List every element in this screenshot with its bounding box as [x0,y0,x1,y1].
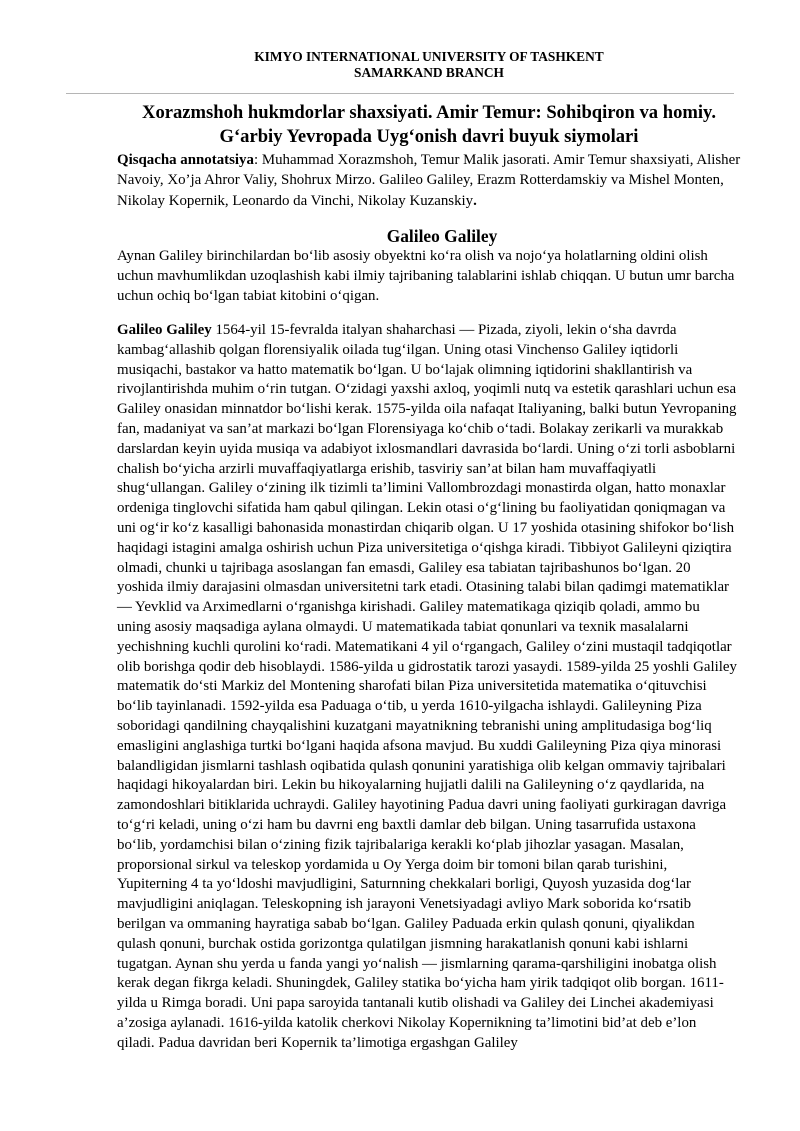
institution-name: KIMYO INTERNATIONAL UNIVERSITY OF TASHKENT [254,49,604,64]
title-line-1: Xorazmshoh hukmdorlar shaxsiyati. Amir Temur: Sohibqiron va homiy. [142,102,716,123]
title-line-2: G‘arbiy Yevropada Uyg‘onish davri buyuk siymolari [219,126,639,147]
annotation-paragraph [117,150,757,211]
main-paragraph-text: 1564-yil 15-fevralda italyan shaharchasi — Pizada, ziyoli, lekin o‘sha davrda kambag‘allashib qolgan florensiyalik oilada tug‘ilgan. Uning otasi Vinchenso Galiley iqtidorli musiqachi, bastakor va hatto matematik bo‘lgan. U bo‘lajak olimning iqtidorini shakllantirish va rivojlantirishda muhim o‘rin tutgan. O‘zidagi yaxshi axloq, yoqimli nutq va estetik qarashlari uchun esa Galiley onasidan minnatdor bo‘lishi kerak. 1575-yilda oila nafaqat Italiyaning, balki butun Yevropaning fan, madaniyat va san’at markazi bo‘lgan Florensiyaga ko‘chib o‘tadi. Bolakay zerikarli va murakkab darslardan keyin uyida musiqa va adabiyot ixlosmandlari davrasida bo‘lardi. Uning o‘zi torli asboblarni chalish bo‘yicha arzirli muvaffaqiyatlarga erishib, tasviriy san’at bilan ham muvaffaqiyatli shug‘ullangan. Galiley o‘zining ilk tizimli ta’limini Vallombrozdagi monastirda olgan, hatto monaxlar ordeniga tinglovchi sifatida ham qabul qilingan. Lekin otasi o‘g‘lining bu faoliyatidan qoniqmagan va uni og‘ir ko‘z kasalligi bahonasida monastirdan chiqarib olgan. U 17 yoshida otasining shifokor bo‘lish haqidagi istagini amalga oshirish uchun Piza universitetiga o‘qishga kiradi. Tibbiyot Galileyni qiziqtira olmadi, chunki u tajribaga asoslangan fan emasdi, Galiley esa tabiatan tajribashunos bo‘lgan. 20 yoshida ilmiy darajasini olmasdan universitetni tark etadi. Otasining talabi bilan qadimgi matematiklar — Yevklid va Arximedlarni o‘rganishga kirishadi. Galiley matematikaga qiziqib qoladi, ammo bu uning asosiy maqsadiga aylana olmaydi. U matematikada tabiat qonunlari va texnik masalalarni yechishning kuchli qurolini ko‘radi. Matematikani 4 yil o‘rgangach, Galiley o‘zini mustaqil tadqiqotlar olib borishga qodir deb hisoblaydi. 1586-yilda u gidrostatik tarozi yasaydi. 1589-yilda 25 yoshli Galiley matematik do‘sti Markiz del Montening sharofati bilan Piza universitetida matematika o‘qituvchisi bo‘lib tayinlanadi. 1592-yilda esa Paduaga o‘tib, u yerda 1610-yilgacha ishlaydi. Galileyning Piza soboridagi qandilning chayqalishini kuzatgani mayatnikning tebranishi uning amplitudasiga bog‘liq emasligini anglashiga turtki bo‘lgani haqida afsona mavjud. Bu xuddi Galileyning Piza qiya minorasi balandligidan jismlarni tashlash oqibatida qulash qonunini yaratishiga olib kelgan ommaviy tajribalari haqidagi hikoyalardan biri. Lekin bu hikoyalarning hujjatli dalili na Galileyning o‘z qaydlarida, na zamondoshlari bitiklarida uchraydi. Galiley hayotining Padua davri uning faoliyati gurkiragan davriga to‘g‘ri keladi, uning o‘zi ham bu davrni eng baxtli damlar deb bilgan. Uning tasarrufida ustaxona bo‘lib, yordamchisi bilan o‘zining fizik tajribalariga kerakli ko‘plab jihozlar yasagan. Masalan, proporsional sirkul va teleskop yordamida u Oy Yerga doim bir tomoni bilan qarab turishini, Yupiterning 4 ta yo‘ldoshi mavjudligini, Saturnning chekkalari borligi, Quyosh yuzasida dog‘lar mavjudligini aniqlagan. Teleskopning ish jarayoni Venetsiyadagi avliyo Mark soborida ko‘rsatib berilgan va ommaning hayratiga sabab bo‘lgan. Galiley Paduada erkin qulash qonuni, qiyalikdan qulash qonuni, burchak ostida gorizontga qulatilgan jismning harakatlanish qonuni kabi ishlarni tugatgan. Aynan shu yerda u fanda yangi yo‘nalish — jismlarning qarama-qarshiligini inobatga olish kerak degan fikrga keladi. Shuningdek, Galiley statika bo‘yicha ham yirik tadqiqot olib borgan. 1611-yilda u Rimga boradi. Uni papa saroyida tantanali kutib olishadi va Galiley dei Linchei akademiyasi a’zosiga aylanadi. 1616-yilda katolik cherkovi Nikolay Kopernikning ta’limotini bid’at deb e’lon qiladi. Padua davridan beri Kopernik ta’limotiga ergashgan Galiley [117,322,737,1051]
document-title [0,101,800,149]
main-paragraph [117,321,737,1053]
annotation-label: Qisqacha annotatsiya [117,152,254,168]
annotation-text: Muhammad Xorazmshoh, Temur Malik jasorati. Amir Temur shaxsiyati, Alisher Navoiy, Xo’ja Ahror Valiy, Shohrux Mirzo. Galileo Galiley, Erazm Rotterdamskiy va Mishel Monten, Nikolay Kopernik, Leonardo da Vinchi, Nikolay Kuzanskiy [117,152,741,209]
annotation-end: . [473,192,477,209]
section-heading: Galileo Galiley [386,226,498,246]
intro-paragraph: Aynan Galiley birinchilardan bo‘lib asosiy obyektni ko‘ra olish va nojo‘ya holatlarning oldini olish uchun mavhumlikdan uzoqlashish kabi ilmiy tajribaning talablarini ishlab chiqqan. U butun umr barcha uchun ochiq bo‘lgan tabiat kitobini o‘qigan. [117,248,735,304]
page-header [0,49,800,81]
annotation-separator: : [253,152,262,168]
header-divider [66,93,734,94]
branch-name: SAMARKAND BRANCH [354,65,504,80]
main-paragraph-lead: Galileo Galiley [117,322,212,338]
